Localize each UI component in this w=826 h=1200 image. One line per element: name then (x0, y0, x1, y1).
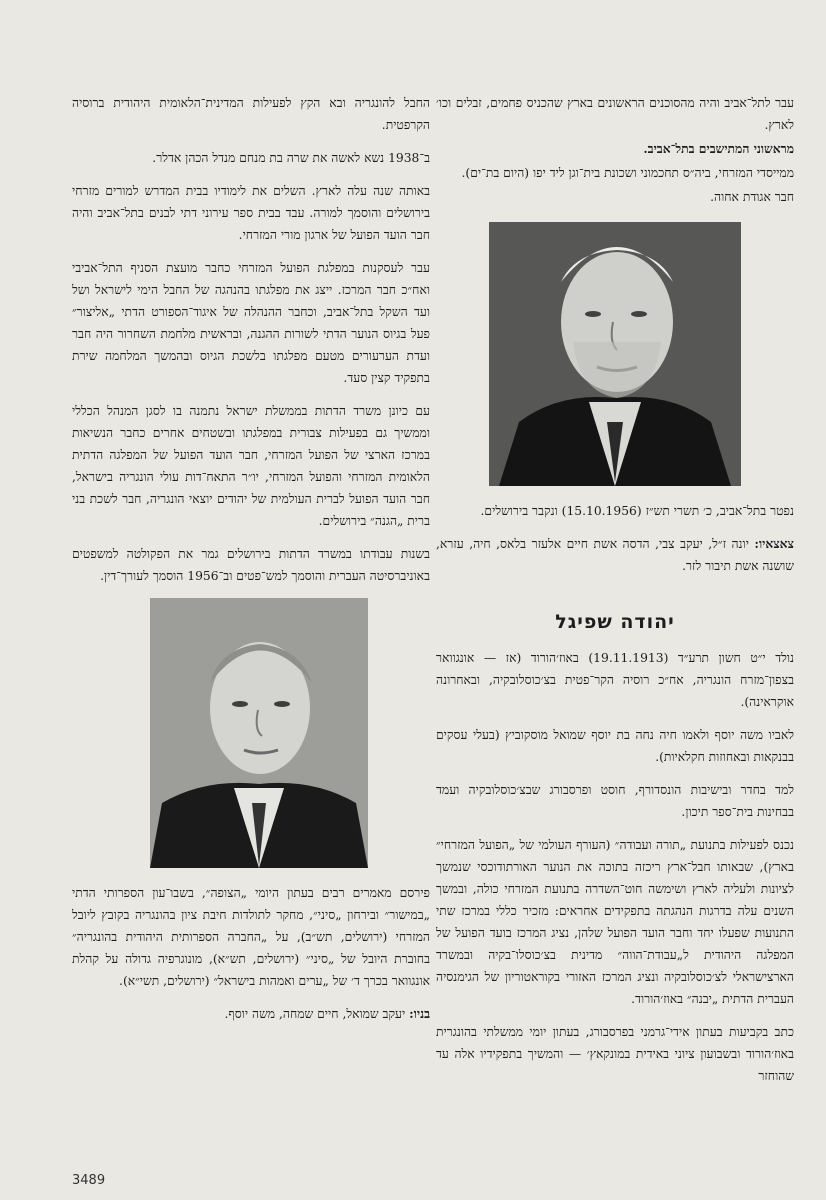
portrait-photo-man (150, 598, 368, 868)
left-paragraph-1: החבל להונגריה ובא הקץ לפעילות המדינית־הלאומית היהודית ברוסיה הקרפטית. (72, 96, 430, 132)
left-column (72, 92, 430, 1036)
children (72, 1003, 430, 1025)
bio-paragraph-1: נולד י״ט חשון תרע״ד (19.11.1913) באוז׳הורוד (אז — אונגוואר בצפון־מזרח הונגריה, אח״כ רוסיה הקר־פטית בצ׳כוסלובקיה, ובאחרונה אוקראינה). (436, 651, 795, 709)
bio-paragraph-3: למד בחדר ובישיבות הונסדורף, חוסט ופרסבורג שבצ׳כוסלובקיה ועמד בבחינות בית־ספר תיכון. (436, 783, 794, 819)
intro-paragraph-2: מראשוני המתישבים בתל־אביב. (643, 141, 794, 156)
portrait-photo-elderly-man (489, 222, 741, 486)
bio-paragraph-4: נכנס לפעילות בתנועת „תורה ועבודה״ (העורף העולמי של „הפועל המזרחי״ בארץ), שבאותו חבל־ארץ ריכזה בתוכה את הנוער האורתודוכסי שנמשך לציונות ולעליה לארץ ושימשה חוט־השדרה בתנועת המזרחי כולה, ובמשך השנים עלה בדרגות הנהגתה בתפקידים אחראים: מזכיר כללי במרכז שתי התנועות שפעלו יחד וחבר הועד הפועל שלהן, נציג המרכז בועד הפועל של המפלגה היהודית ל„עבודת־הווה״ מדינית בצ׳כוסלו־בקיה ובמשרד הארצישראלי לצ׳כוסלובקיה ונציג המרכז האזורי בקוראטוריון של הגימנסיה העברית הדתית „יבנה״ באוז׳הורוד. (436, 838, 794, 1006)
descendants-text: יונה ז״ל, יעקב צבי, הדסה אשת חיים אלעזר בלאס, חיה, עזרא, שושנה אשת תיבור לזר. (436, 537, 794, 573)
left-paragraph-2: ב־1938 נשא לאשה את שרה בת מנחם מנדל הכהן אדלר. (152, 151, 430, 165)
children-label: בניו: (409, 1006, 430, 1021)
publications-paragraph: פירסם מאמרים רבים בעתון היומי „הצופה״, בשבו־עון הספרותי הדתי „במישור״ ובירחון „סיני״, מחקר לתולדות חיבת ציון בהונגריה בקובץ ליובל המזרחי (ירושלים, תש״ב), על „החברה הספרותית היהודית בהונגריה״ בחוברת היובל של „סיני״ (ירושלים, תש״א), מונוגרפיה גדולה על קהלת אונגוואר בכרך ד׳ של „ערים ואמהות בישראל״ (ירושלים, תשי״א). (72, 886, 430, 988)
descendants-label: צאצאיו: (754, 536, 794, 551)
intro-paragraph-3: ממייסדי המזרחי, ביה״ס תחכמוני ושכונת בית־וגן ליד יפו (היום בת־ים). (461, 166, 794, 180)
left-paragraph-6: בשנות עבודתו במשרד הדתות בירושלים גמר את הפקולטה למשפטים באוניברסיטה העברית והוסמך למש־פטים וב־1956 הוסמך לעורך־דין. (72, 547, 430, 583)
section-heading: יהודה שפיגל (555, 611, 675, 633)
intro-paragraph-4: חבר אגודת אחוה. (710, 190, 794, 204)
right-column (436, 92, 794, 1098)
left-paragraph-5: עם כיונן משרד הדתות בממשלת ישראל נתמנה בו לסגן המנהל הכללי וממשיך גם בפעילות צבורית במפלגתו ובשטחים אחרים כחבר הנשיאות במרכז הארצי של הפועל המזרחי, חבר הועד הפועל של המפלגה הדתית הלאומית המזרחי והפועל המזרחי, יו״ר התאח־דות עולי הונגריה בישראל, חבר הועד הפועל לברית העולמית של יהודים יוצאי הונגריה, חבר לשכת בני ברית „הגנה״ בירושלים. (72, 404, 430, 528)
left-paragraph-4: עבר לעסקנות במפלגת הפועל המזרחי כחבר מועצת הסניף התל־אביבי ואח״כ חבר המרכז. ייצג את מפלגתו בהנהגה של החבל הימי לישראל ושל ועד השקל בתל־אביב, וכחבר ההנהלה של איגוד־הספורט הדתי „אליצור״ פעל בגיוס הנוער הדתי לשורות ההגנה, ובראשית מלחמת השחרור היה חבר ועדת הערעורים מטעם מפלגתו בלשכת הגיוס ובהמשך המלחמה שירת בתפקיד קצין סעד. (72, 261, 430, 385)
children-text: יעקב שמואל, חיים שמחה, משה יוסף. (224, 1007, 406, 1021)
descendants (436, 533, 794, 577)
death-text: נפטר בתל־אביב, כ׳ תשרי תש״ז (15.10.1956) ונקבר בירושלים. (480, 504, 794, 518)
bio-paragraph-5: כתב בקביעות בעתון אידי־גרמני בפרסבורג, בעתון יומי ממשלתי בהונגרית באוז׳הורוד ובשבועון ציוני באידית במונקאץ׳ — והמשיך בתפקידיו אלה עד שהוחזר (436, 1025, 794, 1083)
left-paragraph-3: באותה שנה עלה לארץ. השלים את לימודיו בבית המדרש למורים מזרחי בירושלים והוסמך למורה. עבד בבית ספר עירוני דתי לבנים בתל־אביב והיה חבר הועד הפועל של ארגון מורי המזרחי. (72, 184, 430, 242)
bio-paragraph-2: לאביו משה יוסף ולאמו חיה נחה בת יוסף שמואל מוסקוביץ (בעלי עסקים בבנקאות ובאחוזות חקלאיות). (436, 728, 794, 764)
intro-paragraph-1: עבר לתל־אביב והיה מהסוכנים הראשונים בארץ שהכניס פחמים, זבלים וכו׳ לארץ. (436, 96, 794, 132)
page-number: 3489 (72, 1173, 106, 1188)
